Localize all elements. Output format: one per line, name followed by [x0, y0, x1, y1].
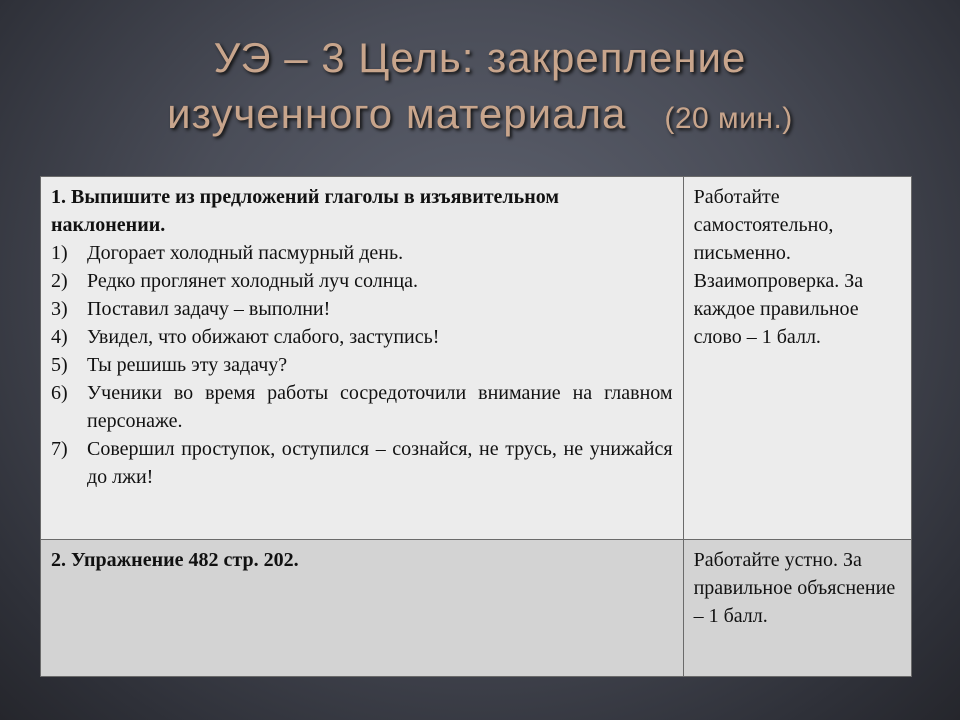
list-item [51, 435, 673, 491]
sentence-number: 5) [51, 354, 68, 376]
title-line-1: УЭ – 3 Цель: закрепление [213, 34, 747, 81]
list-item [51, 379, 673, 435]
sentence-text: Ты решишь эту задачу? [87, 354, 288, 376]
title-duration: (20 мин.) [664, 102, 793, 135]
sentence-number: 4) [51, 326, 68, 348]
list-item [51, 323, 673, 351]
task-table [40, 176, 912, 677]
list-item [51, 267, 673, 295]
title-line-2 [40, 86, 920, 147]
list-item [51, 295, 673, 323]
sentence-number: 3) [51, 298, 68, 320]
sentence-number: 2) [51, 270, 68, 292]
slide-title [40, 30, 920, 147]
table-row [41, 540, 912, 677]
title-topic: изученного материала [167, 90, 627, 137]
sentence-text: Увидел, что обижают слабого, заступись! [87, 326, 440, 348]
sentence-text: Редко проглянет холодный луч солнца. [87, 270, 419, 292]
sentence-text: Поставил задачу – выполни! [87, 298, 331, 320]
sentence-text: Догорает холодный пасмурный день. [87, 242, 404, 264]
task-1-cell [41, 177, 684, 540]
sentence-number: 7) [51, 438, 68, 460]
table-row [41, 177, 912, 540]
task-1-heading: 1. Выпишите из предложений глаголы в изъявительном наклонении. [51, 186, 559, 236]
task-2-cell [41, 540, 684, 677]
list-item [51, 351, 673, 379]
list-item [51, 239, 673, 267]
sentence-text: Совершил проступок, оступился – сознайся, не трусь, не унижайся до лжи! [87, 438, 673, 488]
sentence-number: 1) [51, 242, 68, 264]
sentence-list [51, 239, 673, 491]
task-1-instructions: Работайте самостоятельно, письменно. Взаимопроверка. За каждое правильное слово – 1 балл. [683, 177, 911, 540]
sentence-text: Ученики во время работы сосредоточили внимание на главном персонаже. [87, 382, 673, 432]
sentence-number: 6) [51, 382, 68, 404]
task-2-heading: 2. Упражнение 482 стр. 202. [51, 549, 299, 571]
task-2-instructions: Работайте устно. За правильное объяснение – 1 балл. [683, 540, 911, 677]
